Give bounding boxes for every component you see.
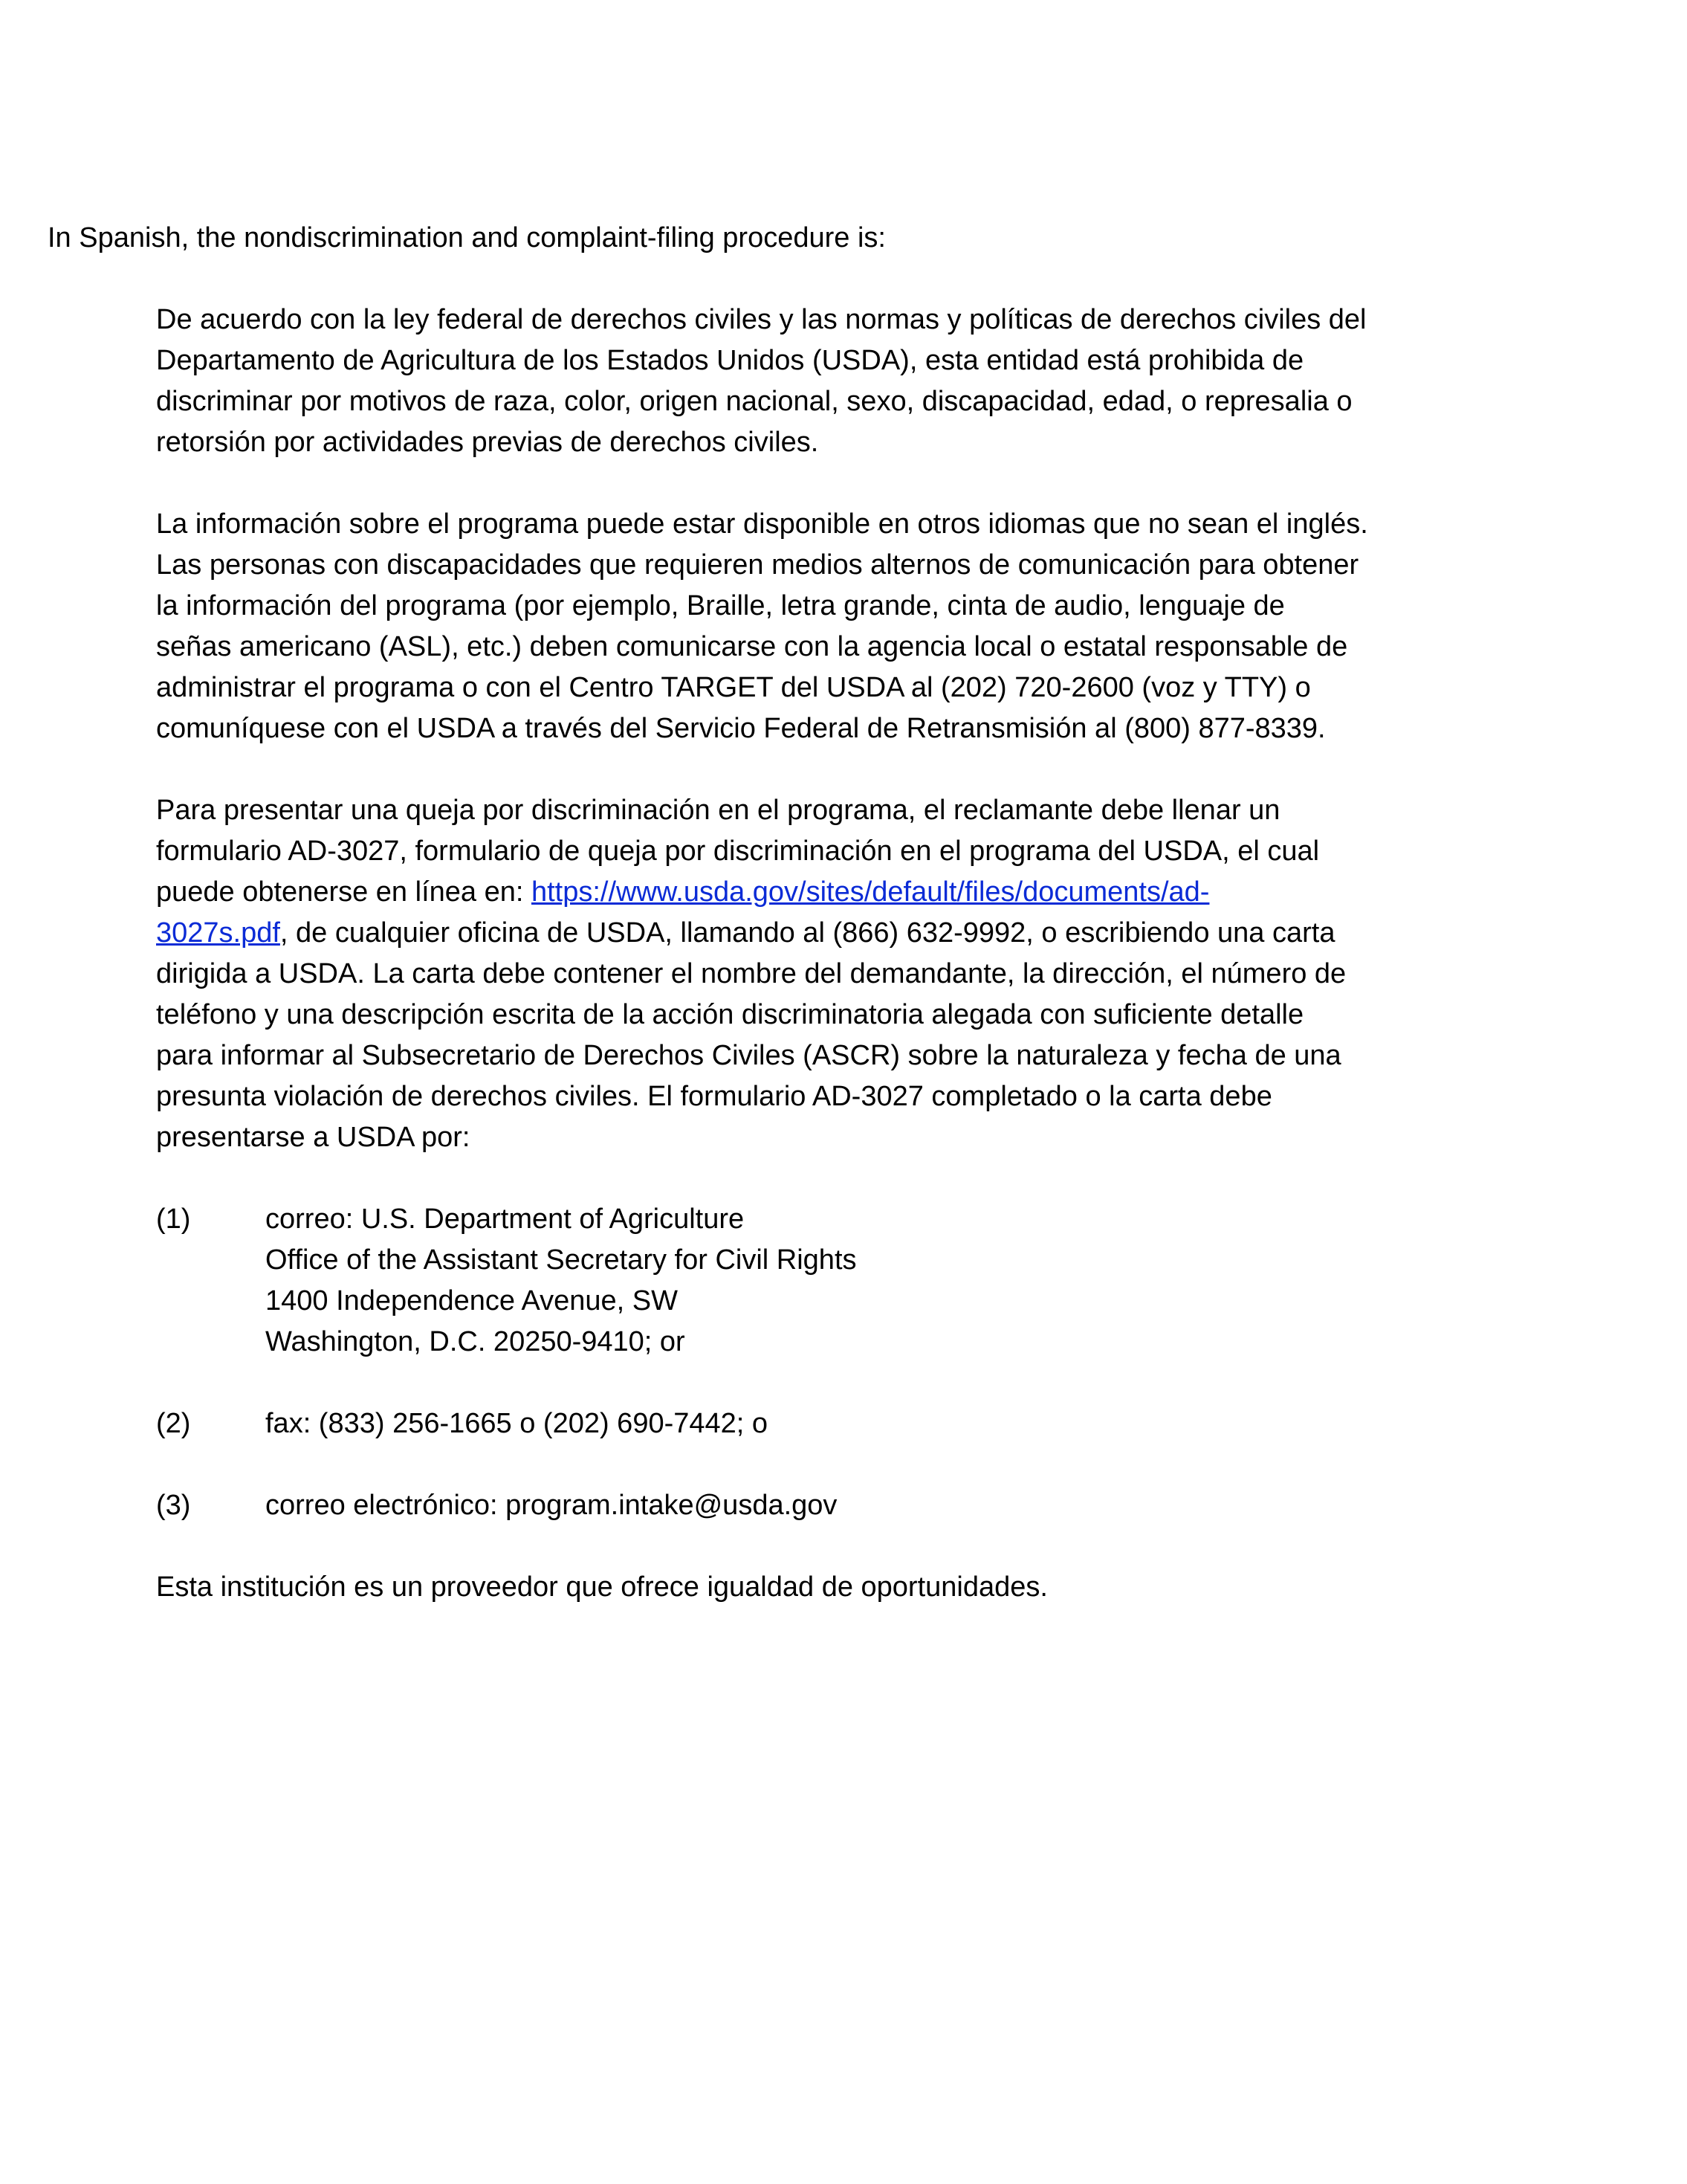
submission-method-mail — [156, 1199, 1486, 1363]
intro-text: In Spanish, the nondiscrimination and complaint-filing procedure is: — [48, 222, 886, 253]
paragraph-nondiscrimination — [156, 300, 1486, 463]
paragraph-line: comuníquese con el USDA a través del Servicio Federal de Retransmisión al (800) 877-8339. — [156, 713, 1326, 744]
paragraph-line: dirigida a USDA. La carta debe contener el nombre del demandante, la dirección, el número de — [156, 958, 1347, 989]
submission-method-fax — [156, 1403, 1486, 1444]
paragraph-line: Para presentar una queja por discriminación en el programa, el reclamante debe llenar un — [156, 795, 1280, 826]
list-content — [265, 1403, 1486, 1444]
paragraph-line: De acuerdo con la ley federal de derechos civiles y las normas y políticas de derechos civiles del — [156, 304, 1367, 335]
list-number: (2) — [156, 1408, 191, 1439]
paragraph-line: Departamento de Agricultura de los Estados Unidos (USDA), esta entidad está prohibida de — [156, 345, 1304, 376]
paragraph-line: presunta violación de derechos civiles. El formulario AD-3027 completado o la carta debe — [156, 1081, 1272, 1112]
link-prefix-text: puede obtenerse en línea en: — [156, 876, 531, 908]
address-line: Office of the Assistant Secretary for Civil Rights — [265, 1244, 857, 1276]
paragraph-line: señas americano (ASL), etc.) deben comunicarse con la agencia local o estatal responsable de — [156, 631, 1348, 662]
email-line: correo electrónico: program.intake@usda.gov — [265, 1490, 838, 1521]
link-suffix-text: , de cualquier oficina de USDA, llamando al (866) 632-9992, o escribiendo una carta — [279, 917, 1335, 949]
spanish-notice — [156, 300, 1486, 1608]
paragraph-line: discriminar por motivos de raza, color, origen nacional, sexo, discapacidad, edad, o represalia o — [156, 386, 1353, 417]
equal-opportunity-statement: Esta institución es un proveedor que ofrece igualdad de oportunidades. — [156, 1571, 1048, 1603]
paragraph-line: para informar al Subsecretario de Derechos Civiles (ASCR) sobre la naturaleza y fecha de una — [156, 1040, 1341, 1071]
paragraph-language-access — [156, 504, 1486, 749]
paragraph-line: teléfono y una descripción escrita de la acción discriminatoria alegada con suficiente detalle — [156, 999, 1304, 1030]
paragraph-line: Las personas con discapacidades que requieren medios alternos de comunicación para obtener — [156, 549, 1359, 581]
paragraph-line — [156, 913, 1486, 954]
fax-line: fax: (833) 256-1665 o (202) 690-7442; o — [265, 1408, 768, 1439]
paragraph-line: administrar el programa o con el Centro TARGET del USDA al (202) 720-2600 (voz y TTY) o — [156, 672, 1311, 703]
list-content — [265, 1485, 1486, 1526]
address-line: Washington, D.C. 20250-9410; or — [265, 1326, 685, 1357]
address-line: 1400 Independence Avenue, SW — [265, 1285, 678, 1316]
paragraph-complaint-filing — [156, 790, 1486, 1158]
list-content — [265, 1199, 1486, 1363]
paragraph-line: La información sobre el programa puede estar disponible en otros idiomas que no sean el inglés. — [156, 508, 1368, 540]
paragraph-line: formulario AD-3027, formulario de queja por discriminación en el programa del USDA, el cual — [156, 836, 1320, 867]
list-number: (3) — [156, 1490, 191, 1521]
paragraph-line: retorsión por actividades previas de derechos civiles. — [156, 427, 819, 458]
complaint-form-link[interactable]: https://www.usda.gov/sites/default/files/documents/ad- — [531, 876, 1210, 908]
paragraph-line: la información del programa (por ejemplo, Braille, letra grande, cinta de audio, lenguaje de — [156, 590, 1285, 621]
list-number: (1) — [156, 1204, 191, 1235]
submission-method-email — [156, 1485, 1486, 1526]
complaint-form-link-continued[interactable]: 3027s.pdf — [156, 917, 280, 949]
paragraph-line: presentarse a USDA por: — [156, 1122, 470, 1153]
paragraph-line — [156, 872, 1486, 913]
address-line: correo: U.S. Department of Agriculture — [265, 1204, 745, 1235]
